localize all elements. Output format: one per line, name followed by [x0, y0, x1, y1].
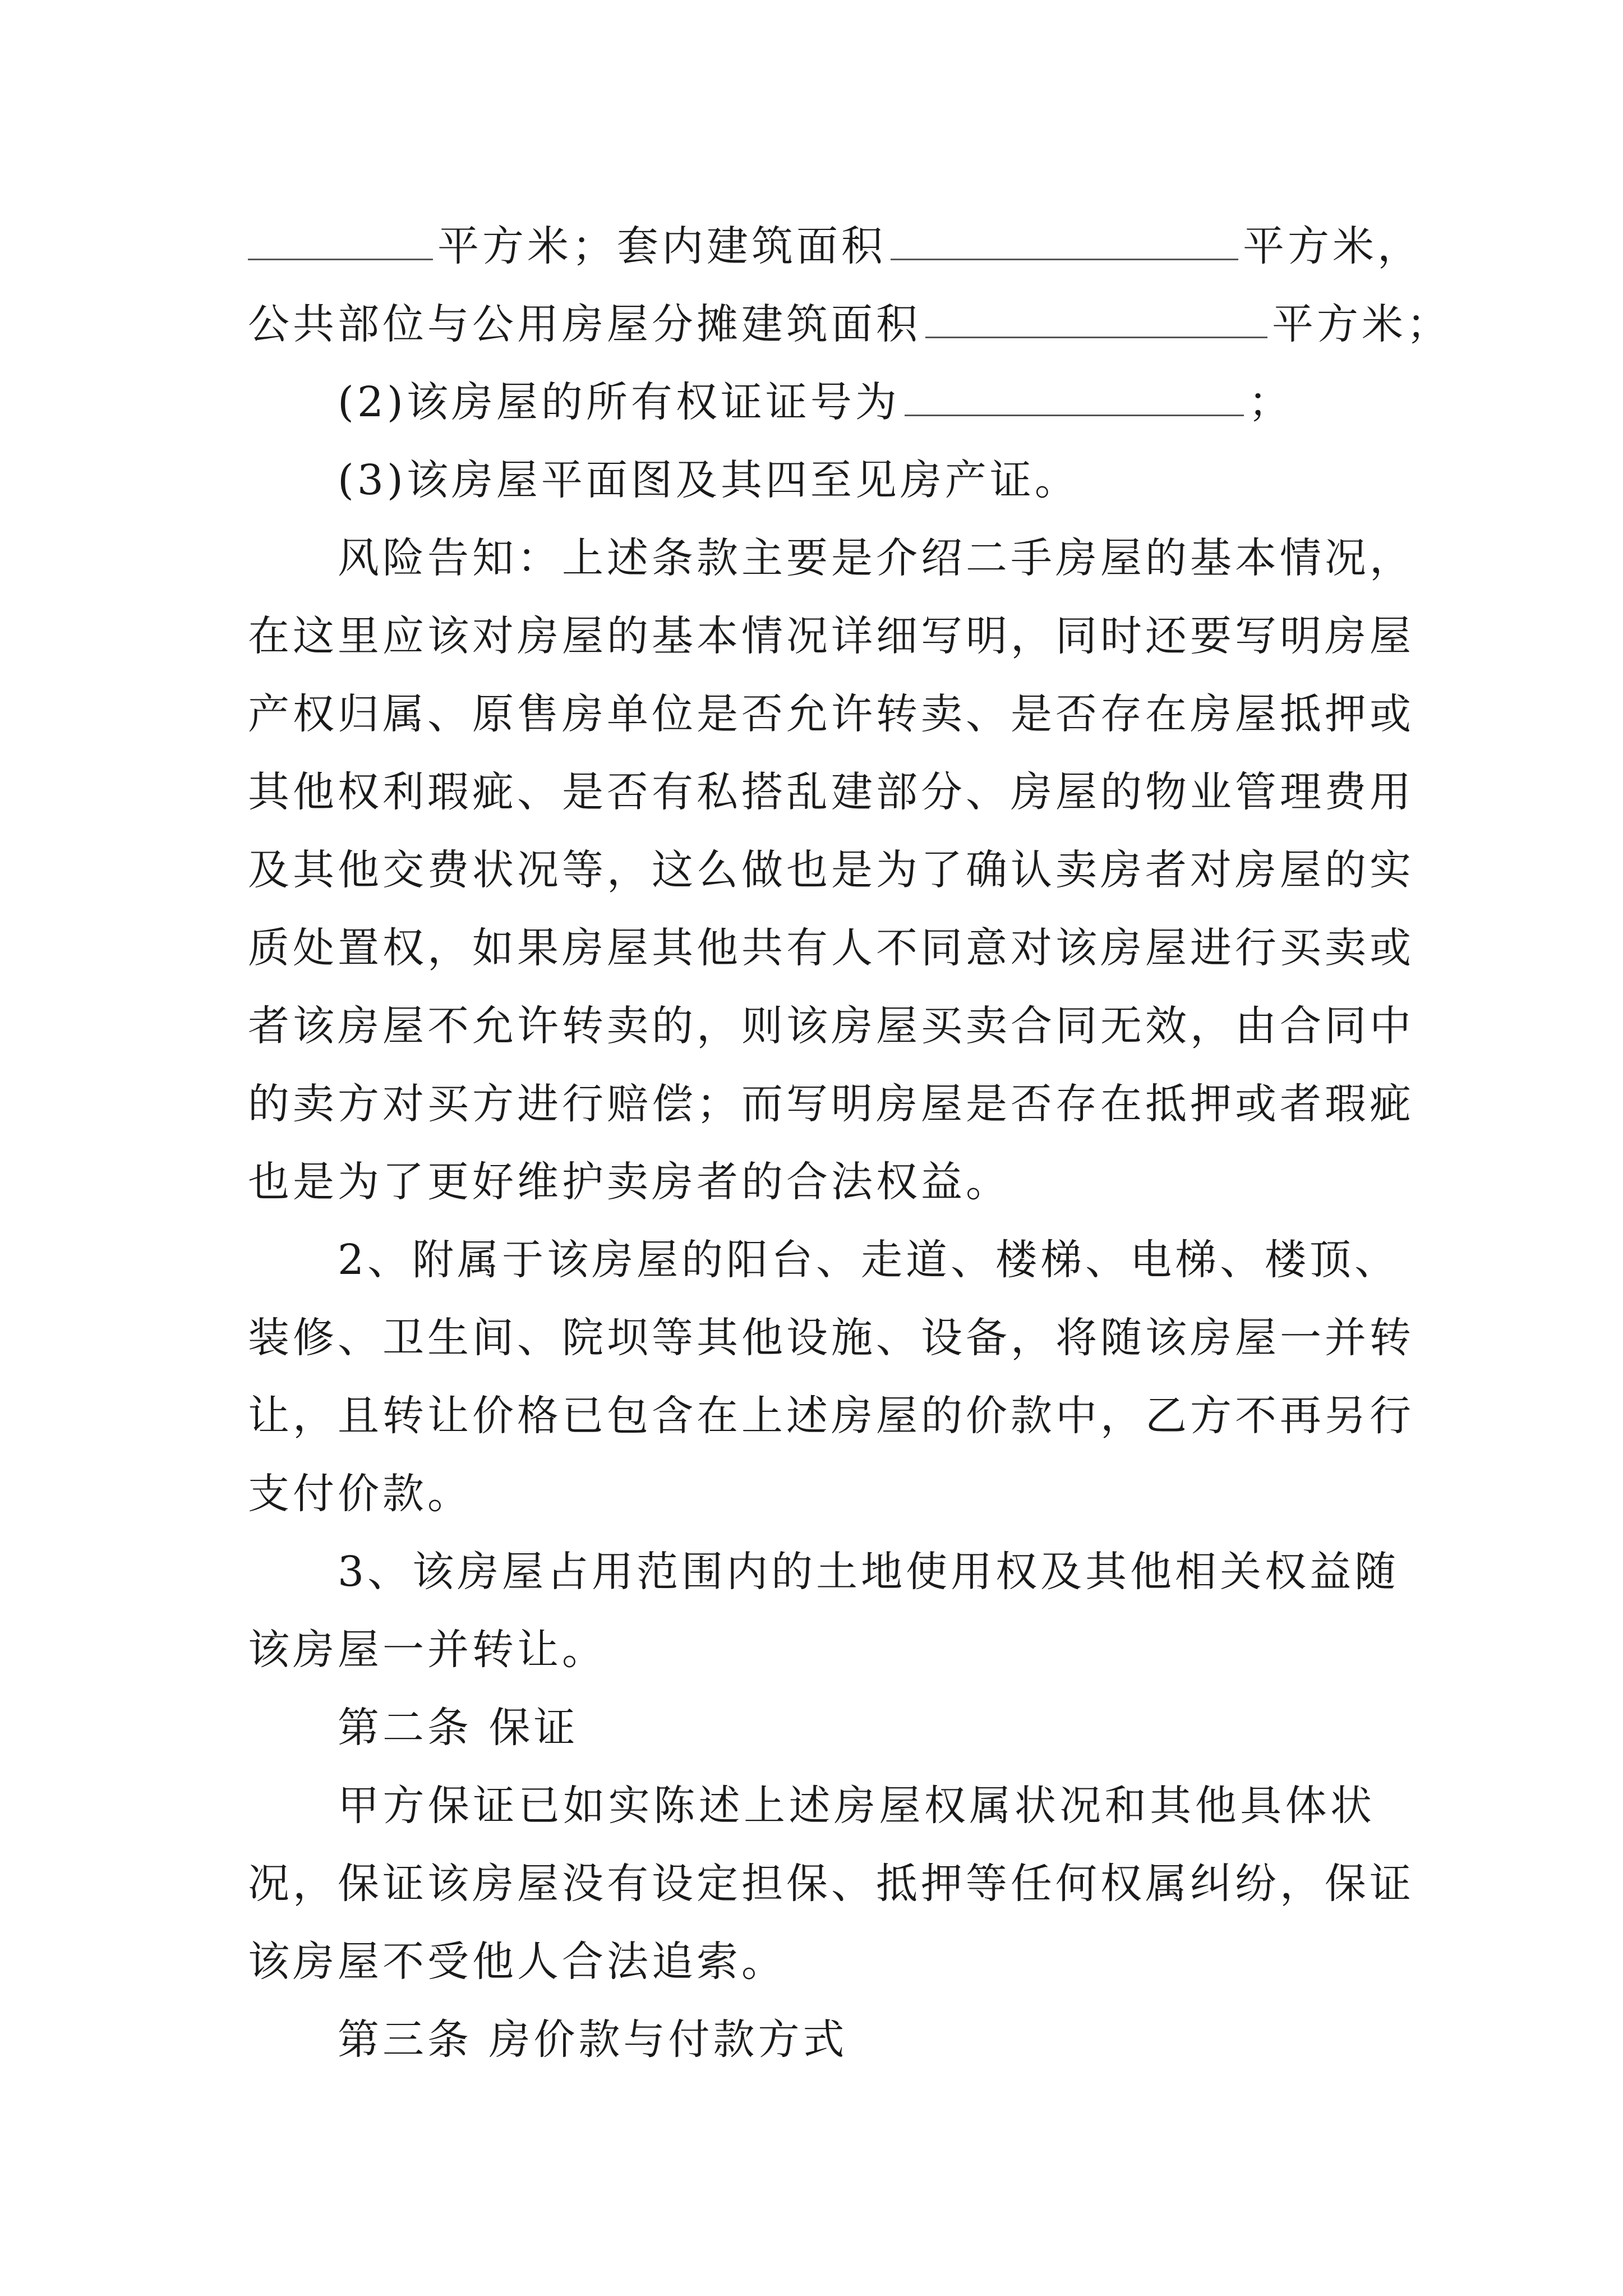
risk-notice-line: 风险告知：上述条款主要是介绍二手房屋的基本情况，	[338, 534, 1414, 582]
area-line-1	[248, 208, 1422, 286]
risk-notice-line: 及其他交费状况等，这么做也是为了确认卖房者对房屋的实	[248, 846, 1414, 894]
article-2-body-line: 该房屋不受他人合法追索。	[248, 1938, 786, 1986]
document-body	[248, 208, 1451, 2079]
blank-field-certificate-number	[905, 370, 1244, 416]
clause-2-line: 2、附属于该房屋的阳台、走道、楼梯、电梯、楼顶、	[338, 1236, 1400, 1284]
blank-field-inner-area	[891, 214, 1238, 260]
area-line-1-text-b: 平方米，	[1243, 222, 1422, 270]
item-3-line: (3)该房屋平面图及其四至见房产证。	[338, 456, 1080, 504]
area-line-2-text-a: 公共部位与公用房屋分摊建筑面积	[248, 300, 921, 348]
item-2-line	[248, 364, 1375, 441]
risk-notice-line: 其他权利瑕疵、是否有私搭乱建部分、房屋的物业管理费用	[248, 768, 1414, 816]
clause-2-line: 让，且转让价格已包含在上述房屋的价款中，乙方不再另行	[248, 1392, 1414, 1440]
clause-3-line: 该房屋一并转让。	[248, 1626, 607, 1674]
article-2-title: 第二条 保证	[338, 1704, 579, 1752]
clause-2-line: 装修、卫生间、院坝等其他设施、设备，将随该房屋一并转	[248, 1314, 1414, 1362]
article-2-body-line: 况，保证该房屋没有设定担保、抵押等任何权属纠纷，保证	[248, 1860, 1414, 1908]
item-2-prefix: (2)该房屋的所有权证证号为	[338, 378, 900, 426]
area-line-2-text-b: 平方米；	[1272, 300, 1451, 348]
risk-notice-line: 者该房屋不允许转卖的，则该房屋买卖合同无效，由合同中	[248, 1002, 1414, 1050]
clause-3-line: 3、该房屋占用范围内的土地使用权及其他相关权益随	[338, 1548, 1400, 1596]
risk-notice-line: 也是为了更好维护卖房者的合法权益。	[248, 1158, 1011, 1206]
item-2-suffix: ；	[1248, 378, 1293, 426]
article-2-body-line: 甲方保证已如实陈述上述房屋权属状况和其他具体状	[338, 1782, 1375, 1830]
area-line-2	[248, 286, 1451, 364]
blank-field-shared-area	[925, 292, 1267, 338]
risk-notice-line: 的卖方对买方进行赔偿；而写明房屋是否存在抵押或者瑕疵	[248, 1080, 1414, 1128]
risk-notice-line: 质处置权，如果房屋其他共有人不同意对该房屋进行买卖或	[248, 924, 1414, 972]
risk-notice-line: 在这里应该对房屋的基本情况详细写明，同时还要写明房屋	[248, 612, 1414, 660]
clause-2-line: 支付价款。	[248, 1470, 472, 1518]
area-line-1-text-a: 平方米；套内建筑面积	[437, 222, 886, 270]
blank-field-building-area	[248, 214, 433, 260]
article-3-title: 第三条 房价款与付款方式	[338, 2016, 848, 2064]
risk-notice-line: 产权归属、原售房单位是否允许转卖、是否存在房屋抵押或	[248, 690, 1414, 738]
